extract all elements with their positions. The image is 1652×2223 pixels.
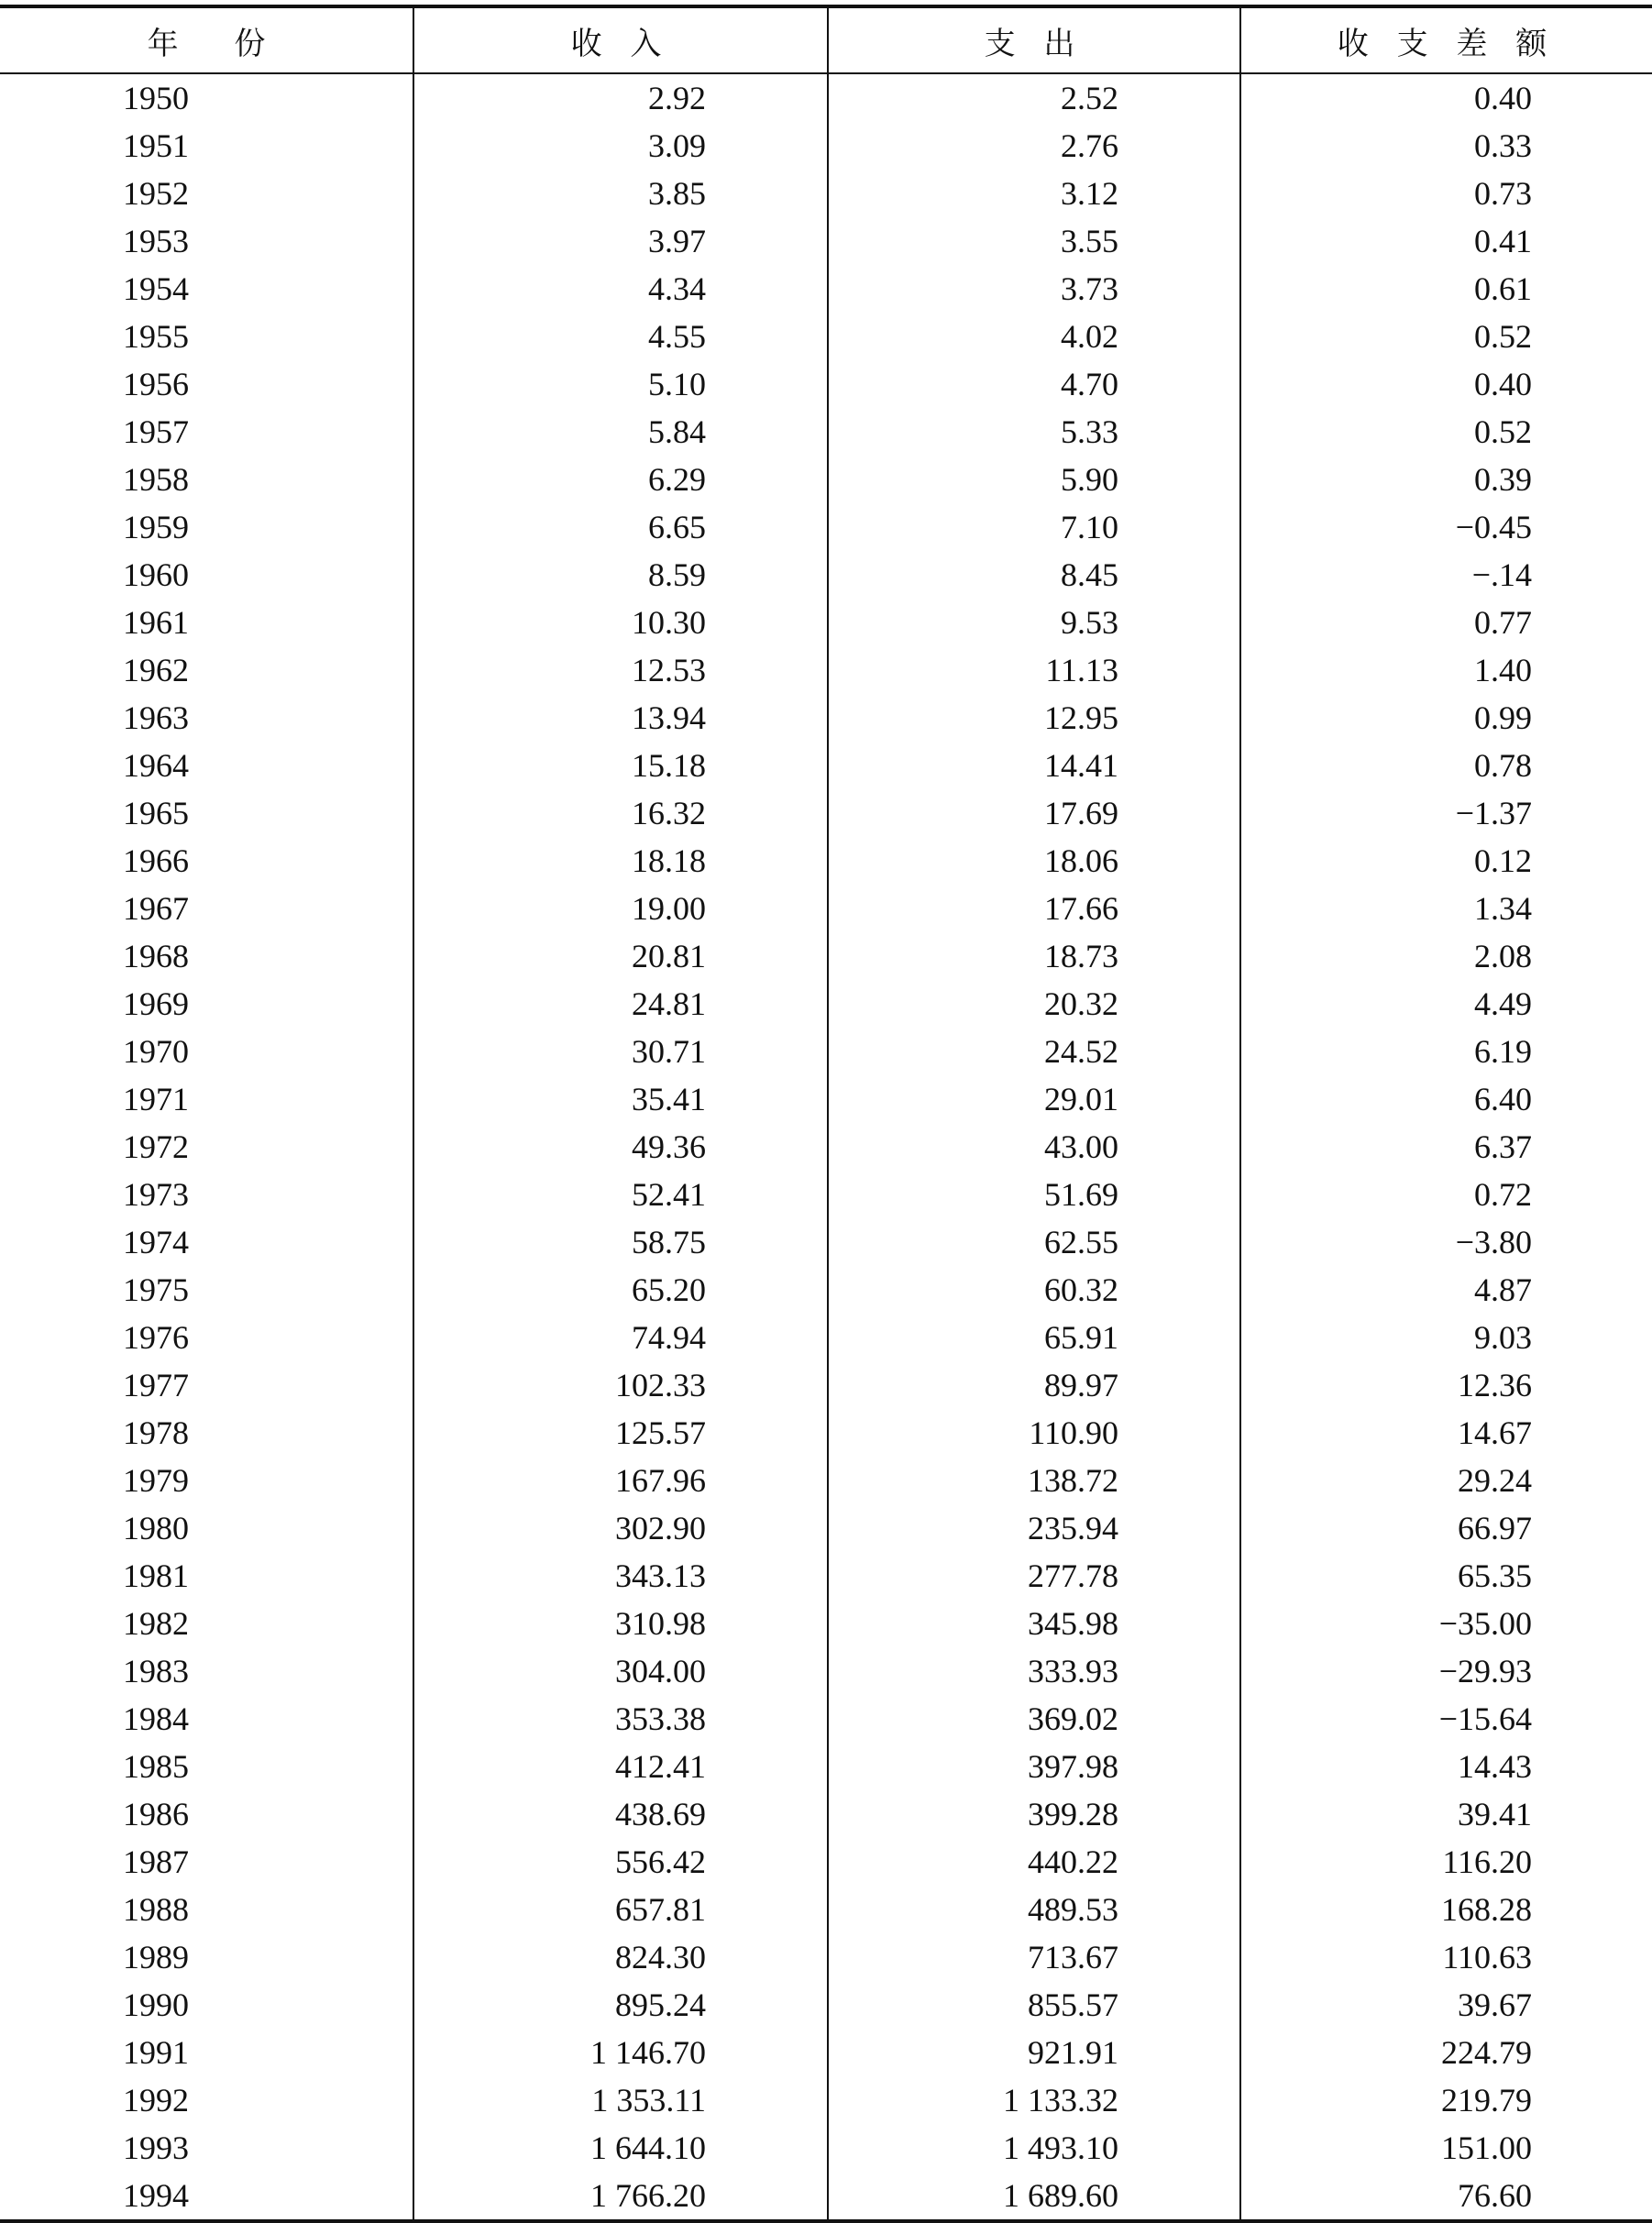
cell-income: 3.09: [413, 122, 828, 170]
header-row: [0, 6, 1652, 73]
cell-year: 1963: [123, 699, 189, 736]
cell-year: 1954: [123, 270, 189, 307]
cell-expense: 17.66: [828, 885, 1240, 932]
cell-income: 15.18: [413, 742, 828, 789]
cell-expense: 713.67: [828, 1933, 1240, 1981]
table-row: [0, 360, 1652, 408]
cell-difference: 0.40: [1240, 73, 1652, 122]
table-row: [0, 265, 1652, 313]
cell-expense: 18.06: [828, 837, 1240, 885]
cell-year: 1972: [123, 1128, 189, 1165]
cell-income: 895.24: [413, 1981, 828, 2029]
header-difference: 收 支 差 额: [1240, 6, 1652, 73]
cell-year: 1964: [123, 747, 189, 784]
cell-year: 1968: [123, 938, 189, 974]
cell-year: 1955: [123, 318, 189, 355]
cell-difference: −29.93: [1240, 1647, 1652, 1695]
cell-difference: 0.78: [1240, 742, 1652, 789]
cell-year: 1975: [123, 1271, 189, 1308]
cell-income: 412.41: [413, 1743, 828, 1790]
cell-year: 1956: [123, 366, 189, 402]
table-row: [0, 599, 1652, 646]
table-row: [0, 313, 1652, 360]
cell-expense: 24.52: [828, 1028, 1240, 1075]
cell-expense: 2.52: [828, 73, 1240, 122]
cell-difference: −1.37: [1240, 789, 1652, 837]
cell-year: 1962: [123, 652, 189, 688]
cell-expense: 1 493.10: [828, 2124, 1240, 2172]
table-row: [0, 1266, 1652, 1314]
cell-year: 1984: [123, 1700, 189, 1737]
cell-year: 1952: [123, 175, 189, 212]
table-row: [0, 1075, 1652, 1123]
cell-income: 52.41: [413, 1171, 828, 1218]
cell-income: 1 353.11: [413, 2076, 828, 2124]
cell-year: 1957: [123, 413, 189, 450]
cell-difference: −.14: [1240, 551, 1652, 599]
table-row: [0, 170, 1652, 217]
cell-difference: 0.61: [1240, 265, 1652, 313]
cell-expense: 7.10: [828, 503, 1240, 551]
cell-income: 657.81: [413, 1886, 828, 1933]
cell-expense: 5.90: [828, 456, 1240, 503]
cell-difference: 0.73: [1240, 170, 1652, 217]
table-row: [0, 1409, 1652, 1457]
table-row: [0, 1647, 1652, 1695]
cell-income: 4.34: [413, 265, 828, 313]
cell-year: 1978: [123, 1414, 189, 1451]
table-row: [0, 503, 1652, 551]
cell-expense: 29.01: [828, 1075, 1240, 1123]
cell-expense: 5.33: [828, 408, 1240, 456]
table-row: [0, 1123, 1652, 1171]
table-body: [0, 73, 1652, 2221]
table-row: [0, 1218, 1652, 1266]
cell-income: 12.53: [413, 646, 828, 694]
cell-difference: 9.03: [1240, 1314, 1652, 1361]
cell-expense: 17.69: [828, 789, 1240, 837]
cell-income: 1 644.10: [413, 2124, 828, 2172]
cell-income: 3.97: [413, 217, 828, 265]
cell-income: 2.92: [413, 73, 828, 122]
table-row: [0, 1361, 1652, 1409]
table-row: [0, 1504, 1652, 1552]
cell-income: 1 766.20: [413, 2172, 828, 2221]
cell-difference: 4.49: [1240, 980, 1652, 1028]
cell-difference: 14.67: [1240, 1409, 1652, 1457]
cell-difference: −3.80: [1240, 1218, 1652, 1266]
cell-year: 1967: [123, 890, 189, 927]
cell-difference: 0.72: [1240, 1171, 1652, 1218]
cell-income: 30.71: [413, 1028, 828, 1075]
cell-difference: 6.37: [1240, 1123, 1652, 1171]
cell-year: 1973: [123, 1176, 189, 1213]
cell-expense: 333.93: [828, 1647, 1240, 1695]
cell-expense: 855.57: [828, 1981, 1240, 2029]
cell-year: 1986: [123, 1796, 189, 1832]
table-row: [0, 2029, 1652, 2076]
cell-expense: 65.91: [828, 1314, 1240, 1361]
cell-difference: 0.77: [1240, 599, 1652, 646]
cell-difference: 110.63: [1240, 1933, 1652, 1981]
cell-difference: 65.35: [1240, 1552, 1652, 1600]
cell-expense: 3.73: [828, 265, 1240, 313]
header-expense: 支 出: [828, 6, 1240, 73]
cell-expense: 60.32: [828, 1266, 1240, 1314]
table-row: [0, 1695, 1652, 1743]
cell-income: 35.41: [413, 1075, 828, 1123]
cell-income: 6.65: [413, 503, 828, 551]
cell-expense: 397.98: [828, 1743, 1240, 1790]
cell-expense: 921.91: [828, 2029, 1240, 2076]
cell-expense: 3.55: [828, 217, 1240, 265]
cell-expense: 345.98: [828, 1600, 1240, 1647]
header-year: 年 份: [0, 6, 413, 73]
cell-income: 1 146.70: [413, 2029, 828, 2076]
cell-difference: 224.79: [1240, 2029, 1652, 2076]
cell-expense: 43.00: [828, 1123, 1240, 1171]
table-row: [0, 980, 1652, 1028]
cell-expense: 3.12: [828, 170, 1240, 217]
cell-difference: 0.39: [1240, 456, 1652, 503]
cell-difference: 0.12: [1240, 837, 1652, 885]
table-row: [0, 217, 1652, 265]
cell-difference: 0.52: [1240, 408, 1652, 456]
cell-income: 8.59: [413, 551, 828, 599]
table-header: [0, 6, 1652, 73]
cell-difference: 76.60: [1240, 2172, 1652, 2221]
table-row: [0, 1171, 1652, 1218]
cell-income: 18.18: [413, 837, 828, 885]
cell-expense: 14.41: [828, 742, 1240, 789]
cell-year: 1951: [123, 127, 189, 164]
cell-difference: 66.97: [1240, 1504, 1652, 1552]
cell-difference: 1.40: [1240, 646, 1652, 694]
cell-year: 1966: [123, 842, 189, 879]
cell-year: 1961: [123, 604, 189, 641]
cell-income: 6.29: [413, 456, 828, 503]
cell-expense: 51.69: [828, 1171, 1240, 1218]
table-container: [0, 5, 1652, 2223]
table-row: [0, 2124, 1652, 2172]
cell-difference: 0.33: [1240, 122, 1652, 170]
cell-difference: 4.87: [1240, 1266, 1652, 1314]
cell-expense: 138.72: [828, 1457, 1240, 1504]
table-row: [0, 837, 1652, 885]
table-row: [0, 2172, 1652, 2221]
cell-difference: 0.41: [1240, 217, 1652, 265]
cell-income: 304.00: [413, 1647, 828, 1695]
cell-expense: 89.97: [828, 1361, 1240, 1409]
cell-difference: 39.67: [1240, 1981, 1652, 2029]
cell-year: 1950: [123, 80, 189, 116]
cell-year: 1988: [123, 1891, 189, 1928]
table-row: [0, 1838, 1652, 1886]
cell-income: 49.36: [413, 1123, 828, 1171]
cell-income: 353.38: [413, 1695, 828, 1743]
table-row: [0, 694, 1652, 742]
cell-income: 10.30: [413, 599, 828, 646]
cell-expense: 62.55: [828, 1218, 1240, 1266]
table-row: [0, 408, 1652, 456]
cell-expense: 1 689.60: [828, 2172, 1240, 2221]
table-row: [0, 1600, 1652, 1647]
cell-difference: 39.41: [1240, 1790, 1652, 1838]
cell-income: 3.85: [413, 170, 828, 217]
cell-expense: 277.78: [828, 1552, 1240, 1600]
cell-income: 343.13: [413, 1552, 828, 1600]
cell-expense: 369.02: [828, 1695, 1240, 1743]
cell-year: 1982: [123, 1605, 189, 1642]
cell-expense: 110.90: [828, 1409, 1240, 1457]
cell-difference: 0.40: [1240, 360, 1652, 408]
header-income: 收 入: [413, 6, 828, 73]
cell-year: 1990: [123, 1986, 189, 2023]
cell-difference: −15.64: [1240, 1695, 1652, 1743]
cell-expense: 11.13: [828, 646, 1240, 694]
cell-year: 1994: [0, 2172, 413, 2221]
table-row: [0, 1981, 1652, 2029]
cell-difference: −35.00: [1240, 1600, 1652, 1647]
cell-income: 556.42: [413, 1838, 828, 1886]
cell-year: 1993: [123, 2129, 189, 2166]
table-row: [0, 1886, 1652, 1933]
cell-expense: 235.94: [828, 1504, 1240, 1552]
cell-year: 1981: [123, 1557, 189, 1594]
cell-expense: 2.76: [828, 122, 1240, 170]
cell-expense: 8.45: [828, 551, 1240, 599]
cell-year: 1958: [123, 461, 189, 498]
cell-income: 58.75: [413, 1218, 828, 1266]
cell-year: 1991: [123, 2034, 189, 2071]
cell-year: 1970: [123, 1033, 189, 1070]
cell-income: 13.94: [413, 694, 828, 742]
cell-income: 5.84: [413, 408, 828, 456]
cell-year: 1985: [123, 1748, 189, 1785]
table-row: [0, 1790, 1652, 1838]
cell-expense: 440.22: [828, 1838, 1240, 1886]
cell-difference: 2.08: [1240, 932, 1652, 980]
cell-income: 24.81: [413, 980, 828, 1028]
cell-expense: 489.53: [828, 1886, 1240, 1933]
cell-income: 16.32: [413, 789, 828, 837]
cell-difference: 116.20: [1240, 1838, 1652, 1886]
cell-year: 1971: [123, 1081, 189, 1117]
table-row: [0, 1743, 1652, 1790]
table-row: [0, 1314, 1652, 1361]
cell-difference: 12.36: [1240, 1361, 1652, 1409]
cell-income: 167.96: [413, 1457, 828, 1504]
cell-difference: 1.34: [1240, 885, 1652, 932]
cell-difference: 151.00: [1240, 2124, 1652, 2172]
cell-expense: 4.70: [828, 360, 1240, 408]
cell-year: 1974: [123, 1224, 189, 1260]
cell-year: 1979: [123, 1462, 189, 1499]
cell-income: 19.00: [413, 885, 828, 932]
table-row: [0, 1028, 1652, 1075]
cell-income: 102.33: [413, 1361, 828, 1409]
cell-year: 1992: [123, 2082, 189, 2118]
table-row: [0, 456, 1652, 503]
cell-year: 1983: [123, 1653, 189, 1689]
cell-expense: 18.73: [828, 932, 1240, 980]
cell-difference: 0.99: [1240, 694, 1652, 742]
cell-income: 302.90: [413, 1504, 828, 1552]
cell-year: 1960: [123, 556, 189, 593]
table-row: [0, 932, 1652, 980]
cell-year: 1987: [123, 1843, 189, 1880]
cell-expense: 9.53: [828, 599, 1240, 646]
table-row: [0, 73, 1652, 122]
cell-year: 1969: [123, 985, 189, 1022]
table-row: [0, 789, 1652, 837]
table-row: [0, 646, 1652, 694]
cell-difference: 6.19: [1240, 1028, 1652, 1075]
cell-income: 5.10: [413, 360, 828, 408]
cell-income: 438.69: [413, 1790, 828, 1838]
cell-difference: 14.43: [1240, 1743, 1652, 1790]
cell-expense: 399.28: [828, 1790, 1240, 1838]
cell-year: 1976: [123, 1319, 189, 1356]
cell-expense: 4.02: [828, 313, 1240, 360]
table-row: [0, 1933, 1652, 1981]
cell-difference: 29.24: [1240, 1457, 1652, 1504]
table-row: [0, 122, 1652, 170]
table-row: [0, 1552, 1652, 1600]
cell-income: 20.81: [413, 932, 828, 980]
table-row: [0, 885, 1652, 932]
cell-income: 65.20: [413, 1266, 828, 1314]
cell-difference: 0.52: [1240, 313, 1652, 360]
cell-expense: 12.95: [828, 694, 1240, 742]
cell-income: 74.94: [413, 1314, 828, 1361]
cell-income: 125.57: [413, 1409, 828, 1457]
cell-year: 1953: [123, 223, 189, 259]
cell-income: 4.55: [413, 313, 828, 360]
cell-year: 1977: [123, 1367, 189, 1403]
cell-difference: −0.45: [1240, 503, 1652, 551]
cell-expense: 1 133.32: [828, 2076, 1240, 2124]
cell-difference: 219.79: [1240, 2076, 1652, 2124]
cell-year: 1965: [123, 795, 189, 831]
cell-year: 1959: [123, 509, 189, 545]
cell-income: 824.30: [413, 1933, 828, 1981]
cell-income: 310.98: [413, 1600, 828, 1647]
table-row: [0, 551, 1652, 599]
cell-difference: 168.28: [1240, 1886, 1652, 1933]
cell-expense: 20.32: [828, 980, 1240, 1028]
table-row: [0, 2076, 1652, 2124]
cell-year: 1980: [123, 1510, 189, 1546]
cell-year: 1989: [123, 1939, 189, 1975]
cell-difference: 6.40: [1240, 1075, 1652, 1123]
table-row: [0, 742, 1652, 789]
fiscal-data-table: [0, 5, 1652, 2223]
table-row: [0, 1457, 1652, 1504]
